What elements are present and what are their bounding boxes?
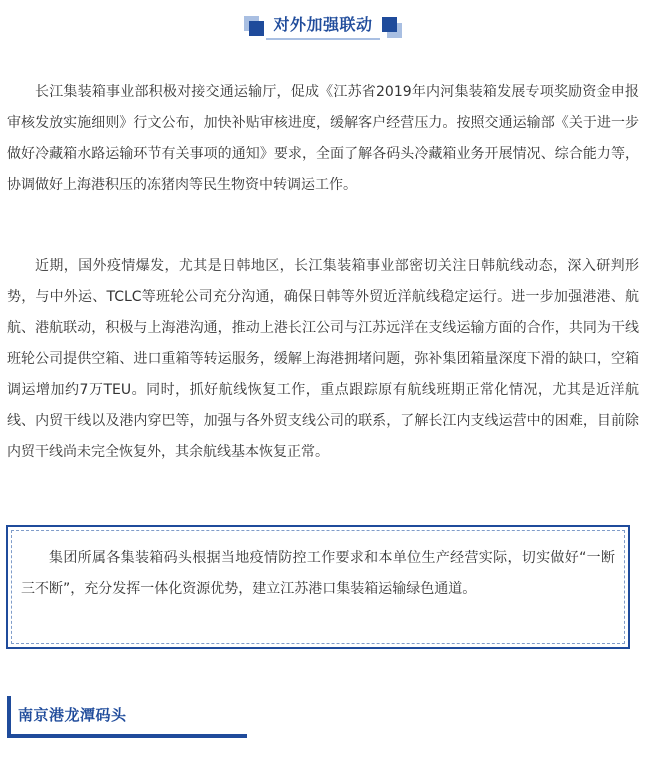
sub-header-label: 南京港龙潭码头 bbox=[18, 706, 127, 724]
paragraph-2: 近期，国外疫情爆发，尤其是日韩地区，长江集装箱事业部密切关注日韩航线动态，深入研判形势，与中外运、TCLC等班轮公司充分沟通，确保日韩等外贸近洋航线稳定运行。进一步加强港港、航航、港航联动，积极与上海港沟通，推动上港长江公司与江苏远洋在支线运输方面的合作，共同为干线班轮公司提供空箱、进口重箱等转运服务，缓解上海港拥堵问题，弥补集团箱量深度下滑的缺口，空箱调运增加约7万TEU。同时，抓好航线恢复工作，重点跟踪原有航线班期正常化情况，尤其是近洋航线、内贸干线以及港内穿巴等，加强与各外贸支线公司的联系，了解长江内支线运营中的困难，目前除内贸干线尚未完全恢复外，其余航线基本恢复正常。 bbox=[7, 258, 639, 460]
paragraph-1: 长江集装箱事业部积极对接交通运输厅，促成《江苏省2019年内河集装箱发展专项奖励资金申报审核发放实施细则》行文公布，加快补贴审核进度，缓解客户经营压力。按照交通运输部《关于进一步做好冷藏箱水路运输环节有关事项的通知》要求，全面了解各码头冷藏箱业务开展情况、综合能力等，协调做好上海港积压的冻猪肉等民生物资中转调运工作。 bbox=[7, 84, 639, 193]
title-left-squares-icon bbox=[244, 16, 266, 38]
title-right-squares-icon bbox=[380, 16, 402, 38]
section-title-box bbox=[244, 14, 401, 40]
callout-box bbox=[6, 525, 630, 649]
section-title bbox=[0, 13, 646, 41]
section-title-text: 对外加强联动 bbox=[266, 14, 379, 40]
sub-header-underline-bar bbox=[7, 734, 247, 738]
sub-header bbox=[7, 696, 267, 738]
callout-text: 集团所属各集装箱码头根据当地疫情防控工作要求和本单位生产经营实际，切实做好“一断三不断”，充分发挥一体化资源优势，建立江苏港口集装箱运输绿色通道。 bbox=[21, 550, 615, 597]
sub-header-vertical-bar bbox=[7, 696, 11, 738]
